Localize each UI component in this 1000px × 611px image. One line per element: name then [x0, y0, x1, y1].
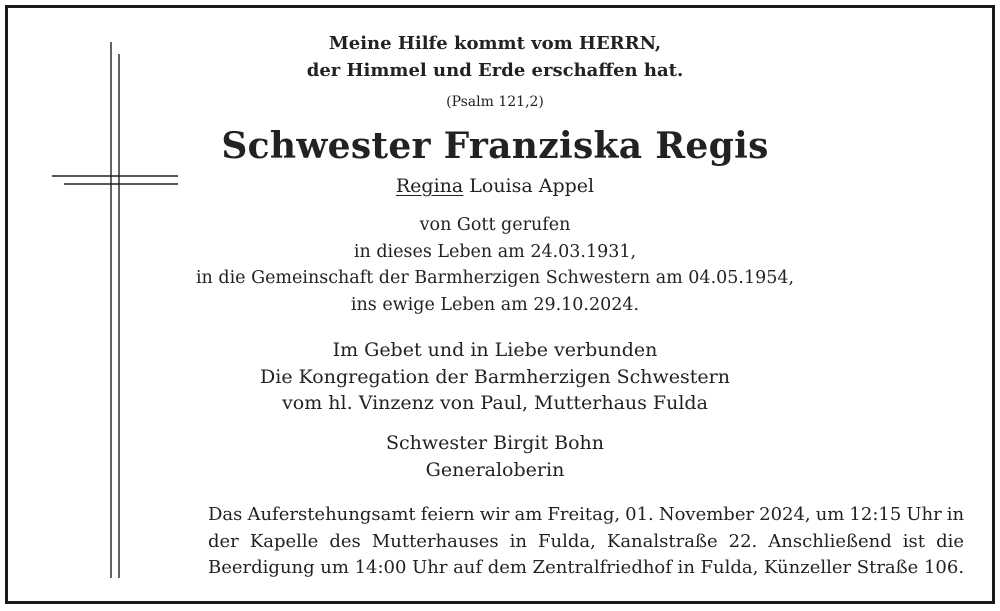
mourners-line: vom hl. Vinzenz von Paul, Mutterhaus Fulda	[282, 392, 708, 414]
motto-line: der Himmel und Erde erschaffen hat.	[306, 60, 684, 81]
service-line: Beerdigung um 14:00 Uhr auf dem Zentralfriedhof in Fulda, Künzeller Straße 106.	[208, 557, 965, 578]
service-line: Das Auferstehungsamt feiern wir am Freitag, 01. November 2024, um 12:15 Uhr in	[208, 504, 965, 525]
signer-name: Schwester Birgit Bohn	[385, 432, 605, 454]
mourners-line: Die Kongregation der Barmherzigen Schwestern	[260, 365, 730, 388]
psalm-reference: (Psalm 121,2)	[446, 94, 544, 110]
life-line: ins ewige Leben am 29.10.2024.	[350, 294, 640, 315]
mourners-line: Im Gebet und in Liebe verbunden	[332, 339, 658, 361]
life-line: in dieses Leben am 24.03.1931,	[353, 241, 637, 262]
signer	[190, 430, 800, 483]
life-dates	[190, 212, 800, 318]
life-line: von Gott gerufen	[419, 215, 571, 235]
service-line: der Kapelle des Mutterhauses in Fulda, Kanalstraße 22. Anschließend ist die	[208, 530, 964, 552]
signer-title: Generaloberin	[425, 458, 565, 481]
mourners	[190, 337, 800, 417]
cross-icon	[50, 40, 180, 580]
motto-line: Meine Hilfe kommt vom HERRN,	[328, 33, 662, 54]
birth-name	[190, 173, 800, 199]
life-line: in die Gemeinschaft der Barmherzigen Schwestern am 04.05.1954,	[195, 268, 795, 288]
psalm-motto	[190, 30, 800, 84]
birth-name-called: Regina	[395, 175, 464, 197]
deceased-name: Schwester Franziska Regis	[221, 125, 769, 167]
birth-name-rest: Louisa Appel	[469, 175, 595, 197]
service-info	[208, 502, 964, 582]
